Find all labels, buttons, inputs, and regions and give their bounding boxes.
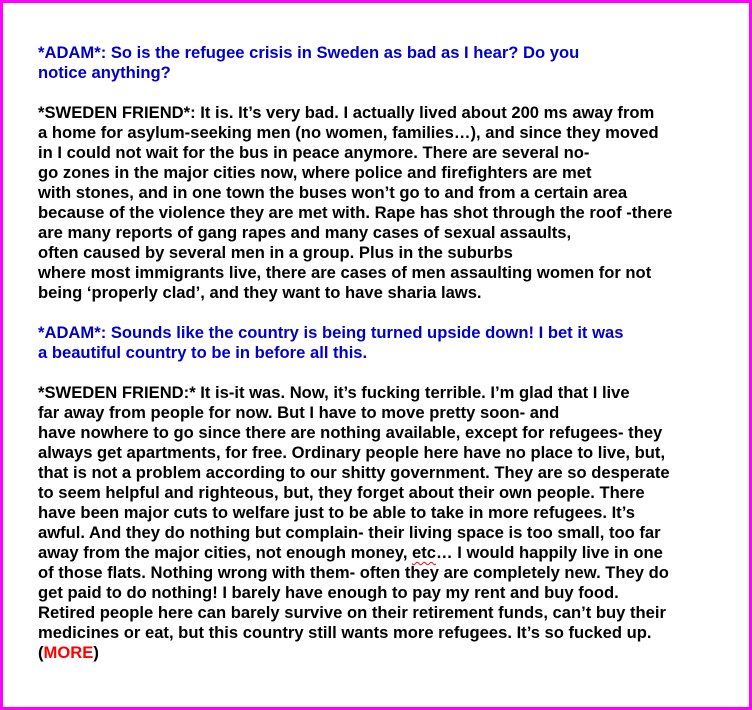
text-line: go zones in the major cities now, where police and firefighters are met <box>38 163 592 182</box>
text-line: notice anything? <box>38 63 171 82</box>
text-segment: … I would happily live in one <box>436 543 663 562</box>
adam-question-1 <box>38 43 738 83</box>
text-line: *ADAM*: So is the refugee crisis in Sweden as bad as I hear? Do you <box>38 43 580 62</box>
text-line: a beautiful country to be in before all this. <box>38 343 368 362</box>
text-line: of those flats. Nothing wrong with them- often they are completely new. They do <box>38 563 669 582</box>
text-line: that is not a problem according to our shitty government. They are so desperate <box>38 463 670 482</box>
text-line: medicines or eat, but this country still wants more refugees. It’s so fucked up. <box>38 623 652 642</box>
text-line <box>38 543 738 563</box>
conversation-text <box>38 43 738 663</box>
more-open-paren: ( <box>38 643 44 662</box>
text-line: are many reports of gang rapes and many cases of sexual assaults, <box>38 223 572 242</box>
adam-question-2 <box>38 323 738 363</box>
text-line: far away from people for now. But I have to move pretty soon- and <box>38 403 560 422</box>
more-close-paren: ) <box>93 643 99 662</box>
spellcheck-underlined-word: etc <box>412 543 437 562</box>
text-line: *SWEDEN FRIEND*: It is. It’s very bad. I actually lived about 200 ms away from <box>38 103 655 122</box>
text-line: get paid to do nothing! I barely have enough to pay my rent and buy food. <box>38 583 619 602</box>
text-segment: away from the major cities, not enough money, <box>38 543 413 562</box>
text-line: *SWEDEN FRIEND:* It is-it was. Now, it’s fucking terrible. I’m glad that I live <box>38 383 630 402</box>
text-line: awful. And they do nothing but complain- their living space is too small, too far <box>38 523 661 542</box>
friend-answer-2 <box>38 383 738 663</box>
text-line: a home for asylum-seeking men (no women, families…), and since they moved <box>38 123 659 142</box>
text-line: have been major cuts to welfare just to be able to take in more refugees. It’s <box>38 503 635 522</box>
friend-answer-1 <box>38 103 738 303</box>
text-line: to seem helpful and righteous, but, they forget about their own people. There <box>38 483 645 502</box>
text-line: with stones, and in one town the buses won’t go to and from a certain area <box>38 183 628 202</box>
more-line <box>38 643 738 663</box>
text-line: *ADAM*: Sounds like the country is being turned upside down! I bet it was <box>38 323 624 342</box>
text-line: Retired people here can barely survive on their retirement funds, can’t buy their <box>38 603 666 622</box>
text-line: in I could not wait for the bus in peace anymore. There are several no- <box>38 143 590 162</box>
text-line: have nowhere to go since there are nothing available, except for refugees- they <box>38 423 663 442</box>
text-line: being ‘properly clad’, and they want to have sharia laws. <box>38 283 482 302</box>
text-line: because of the violence they are met with. Rape has shot through the roof -there <box>38 203 673 222</box>
text-line: always get apartments, for free. Ordinary people here have no place to live, but, <box>38 443 666 462</box>
more-link[interactable]: MORE <box>43 643 94 662</box>
text-line: often caused by several men in a group. Plus in the suburbs <box>38 243 513 262</box>
text-line: where most immigrants live, there are cases of men assaulting women for not <box>38 263 652 282</box>
